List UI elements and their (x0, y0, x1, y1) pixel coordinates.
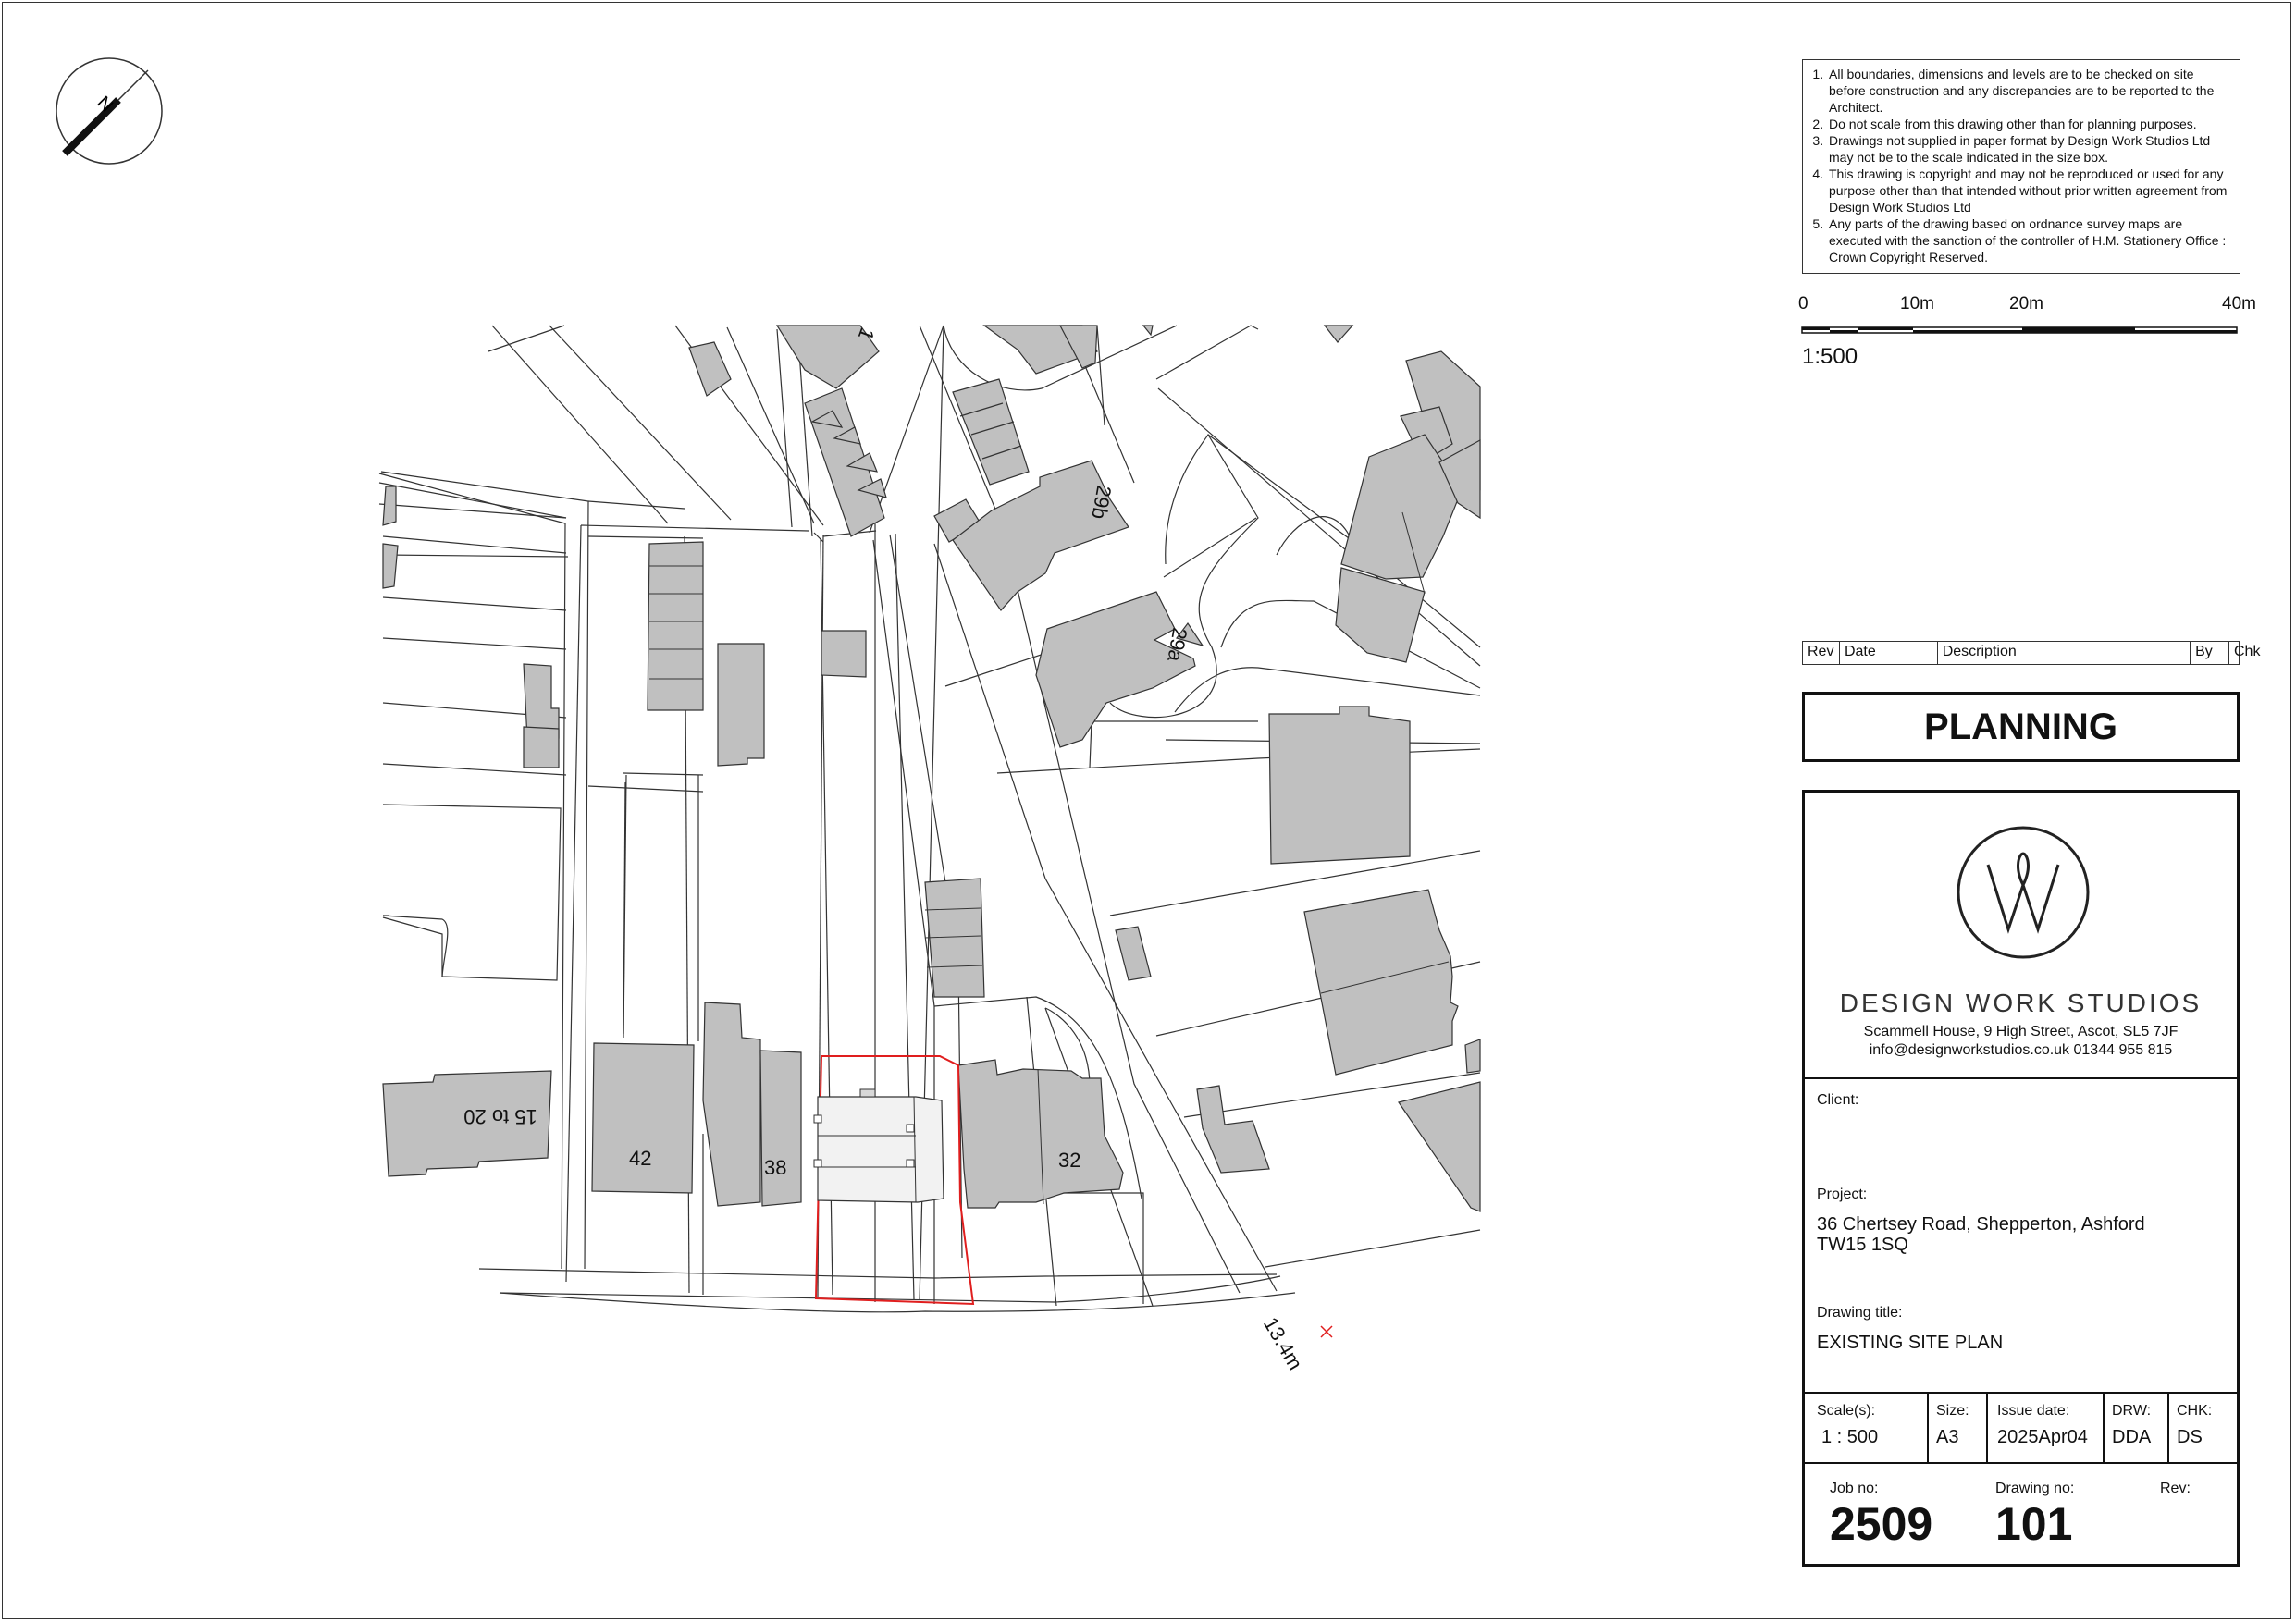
building (953, 461, 1129, 610)
plot-line (383, 638, 566, 649)
rev-header-rev: Rev (1803, 642, 1840, 664)
note-item: 3. Drawings not supplied in paper format by Design Work Studios Ltd may not be to the scale indicated in the size box. (1827, 132, 2234, 166)
note-item: 1. All boundaries, dimensions and levels are to be checked on site before construction and any discrepancies are to be reported to the Architect. (1827, 66, 2234, 116)
drw-value: DDA (2112, 1427, 2152, 1447)
size-value: A3 (1936, 1427, 1959, 1447)
house-number-29b: 29b (1087, 483, 1117, 522)
scale-bar-segment (1858, 327, 1913, 330)
scale-bar-segment (1830, 330, 1858, 333)
scale-bar-segment (1802, 327, 1830, 330)
revision-table (1802, 641, 2261, 665)
scale-bar-segment (2022, 330, 2237, 333)
road-edge (500, 1293, 1295, 1312)
house-number-38: 38 (764, 1156, 787, 1179)
plot-line (383, 597, 566, 610)
drawing-status: PLANNING (1802, 692, 2240, 762)
plot-line (777, 329, 792, 527)
building (383, 544, 398, 588)
plot-line (1090, 721, 1258, 768)
drw-label: DRW: (2112, 1403, 2152, 1419)
plot-line (1265, 1230, 1480, 1267)
scale-tick-10m: 10m (1900, 294, 1934, 314)
building (1036, 592, 1195, 747)
rev-header-date: Date (1840, 642, 1938, 664)
plot-line (1175, 668, 1480, 712)
building (821, 631, 866, 677)
plot-line (814, 533, 823, 542)
project-label: Project: (1817, 1187, 1868, 1202)
scale-tick-20m: 20m (2009, 294, 2043, 314)
rev-label: Rev: (2160, 1481, 2191, 1496)
building (760, 1051, 801, 1206)
note-item: 4. This drawing is copyright and may not be reproduced or used for any purpose other than that intended without prior written agreement from Design Work Studios Ltd (1827, 166, 2234, 215)
plot-line (873, 540, 934, 1006)
chk-cell (2169, 1394, 2237, 1462)
drawing-notes (1802, 59, 2240, 274)
drw-cell (2105, 1394, 2169, 1462)
project-line1: 36 Chertsey Road, Shepperton, Ashford (1817, 1214, 2145, 1235)
building (1116, 927, 1151, 980)
subject-building (818, 1097, 944, 1202)
chk-value: DS (2177, 1427, 2203, 1447)
logo-circle (1958, 828, 2088, 957)
rev-header-description: Description (1938, 642, 2191, 664)
scale-ratio: 1:500 (1802, 344, 1858, 369)
job-no-label: Job no: (1830, 1481, 1879, 1496)
road-edge (500, 1276, 1280, 1302)
drawing-no-label: Drawing no: (1995, 1481, 2075, 1496)
plot-line (566, 525, 581, 1282)
scale-bar (1802, 327, 2237, 333)
issue-date-value: 2025Apr04 (1997, 1427, 2088, 1447)
company-name: DESIGN WORK STUDIOS (1839, 989, 2203, 1017)
building (1269, 707, 1410, 864)
size-cell (1929, 1394, 1988, 1462)
plot-line (1156, 326, 1258, 379)
plot-line (588, 536, 703, 538)
plot-line (588, 501, 685, 509)
company-panel (1805, 793, 2237, 1079)
north-label: N (93, 92, 117, 117)
scale-tick-0: 0 (1798, 294, 1808, 314)
building (648, 542, 703, 710)
job-row (1805, 1464, 2237, 1564)
house-number-top: 1 (853, 325, 880, 344)
building (1304, 890, 1458, 1075)
plot-line (581, 525, 809, 531)
issue-date-label: Issue date: (1997, 1403, 2070, 1419)
scale-tick-40m: 40m (2222, 294, 2256, 314)
subject-building-porch (860, 1089, 875, 1097)
scale-cell (1805, 1394, 1929, 1462)
building (1399, 1082, 1480, 1211)
meta-row (1805, 1394, 2237, 1464)
scale-bar-segment (2022, 327, 2135, 330)
spot-level-label: 13.4m (1258, 1313, 1308, 1374)
building (1336, 568, 1425, 662)
note-item: 5. Any parts of the drawing based on ordnance survey maps are executed with the sanction of the controller of H.M. Stationery Office : Crown Copyright Reserved. (1827, 215, 2234, 265)
plot-line (383, 916, 448, 977)
plot-line (379, 483, 566, 518)
issue-date-cell (1988, 1394, 2105, 1462)
title-block (1802, 790, 2240, 1567)
plot-line (623, 773, 703, 775)
building (1465, 1039, 1480, 1073)
drawing-title-label: Drawing title: (1817, 1305, 1903, 1321)
window-marker (814, 1115, 821, 1123)
spot-level-marker (1321, 1326, 1332, 1337)
drawing-no-value: 101 (1995, 1498, 2073, 1550)
plot-line (383, 805, 561, 980)
window-marker (907, 1125, 914, 1132)
house-number-29a: 29a (1163, 625, 1192, 664)
project-line2: TW15 1SQ (1817, 1235, 1908, 1255)
project-panel (1805, 1079, 2237, 1394)
building (383, 486, 396, 525)
scale-value: 1 : 500 (1821, 1427, 1879, 1447)
building (689, 342, 731, 396)
building (718, 644, 764, 766)
plot-line (1164, 518, 1256, 577)
building (703, 1002, 760, 1206)
drawing-title-value: EXISTING SITE PLAN (1817, 1333, 2004, 1353)
rev-header-by: By (2191, 642, 2229, 664)
plot-line (379, 504, 566, 518)
scale-bar-segment (1913, 330, 2022, 333)
house-number-42: 42 (629, 1147, 652, 1170)
house-number-15-to-20: 15 to 20 (463, 1105, 537, 1128)
road-edge (479, 1269, 1277, 1278)
plot-line (488, 326, 564, 351)
company-address: Scammell House, 9 High Street, Ascot, SL5 7JF (1863, 1024, 2179, 1039)
building (1325, 326, 1352, 342)
building (524, 727, 559, 768)
house-number-32: 32 (1058, 1149, 1081, 1172)
window-marker (814, 1160, 821, 1167)
plot-line (383, 555, 568, 557)
north-arrow-tail (118, 70, 148, 100)
scale-label: Scale(s): (1817, 1403, 1876, 1419)
note-item: 2. Do not scale from this drawing other than for planning purposes. (1827, 116, 2234, 132)
building (953, 379, 1029, 485)
rev-header-chk: Chk (2234, 644, 2261, 659)
client-label: Client: (1817, 1092, 1859, 1108)
logo-loop (2018, 854, 2029, 885)
building (1143, 326, 1153, 335)
chk-label: CHK: (2177, 1403, 2213, 1419)
window-marker (907, 1160, 914, 1167)
size-label: Size: (1936, 1403, 1969, 1419)
company-contact: info@designworkstudios.co.uk 01344 955 815 (1869, 1042, 2173, 1058)
plot-line (1097, 326, 1105, 425)
building (1197, 1086, 1269, 1173)
plot-line (383, 536, 566, 553)
job-no-value: 2509 (1830, 1498, 1933, 1550)
logo-w-mark (1988, 865, 2058, 929)
